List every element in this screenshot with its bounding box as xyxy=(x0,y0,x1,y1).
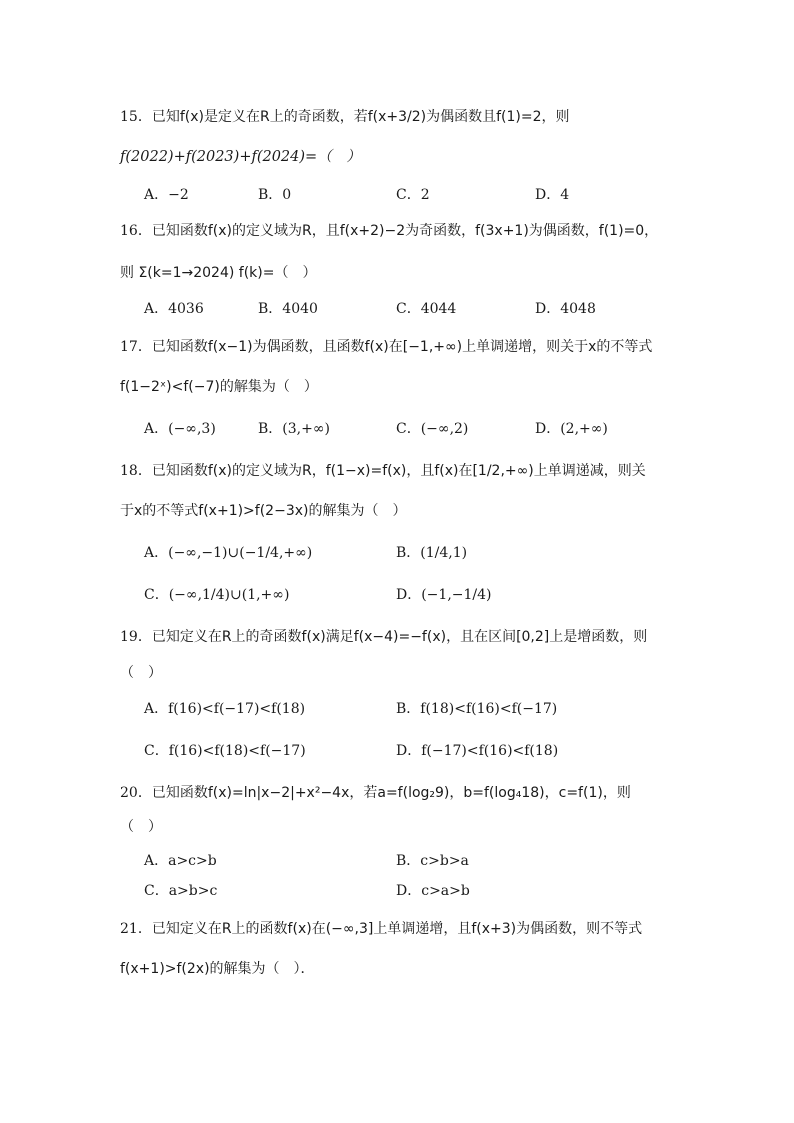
question-17-stem-line-1: 17．已知函数f(x−1)为偶函数，且函数f(x)在[−1,+∞)上单调递增，则关于x的不等式 xyxy=(120,339,653,355)
question-16-option-b: B．4040 xyxy=(258,301,318,317)
question-15-option-b: B．0 xyxy=(258,187,292,203)
question-19-option-d: D．f(−17)<f(16)<f(18) xyxy=(396,743,559,759)
question-17-option-c: C．(−∞,2) xyxy=(396,421,469,437)
question-16-stem-line-2: 则 Σ(k=1→2024) f(k)=（ ） xyxy=(120,265,317,281)
question-20-option-c: C．a>b>c xyxy=(144,883,218,899)
question-21-stem-line-2: f(x+1)>f(2x)的解集为（ ）． xyxy=(120,961,315,977)
question-18-option-a: A．(−∞,−1)∪(−1/4,+∞) xyxy=(144,545,313,561)
question-20-stem-line-1: 20．已知函数f(x)=ln|x−2|+x²−4x，若a=f(log₂9)，b=f(log₄18)，c=f(1)，则 xyxy=(120,785,631,801)
question-16-option-a: A．4036 xyxy=(144,301,204,317)
question-16-option-d: D．4048 xyxy=(535,301,596,317)
question-21-stem-line-1: 21．已知定义在R上的函数f(x)在(−∞,3]上单调递增，且f(x+3)为偶函数，则不等式 xyxy=(120,921,643,937)
question-17-option-d: D．(2,+∞) xyxy=(535,421,608,437)
question-17-stem-line-2: f(1−2ˣ)<f(−7)的解集为（ ） xyxy=(120,379,318,395)
question-15-stem-line-2: f(2022)+f(2023)+f(2024)=（ ） xyxy=(120,149,361,165)
question-18-option-c: C．(−∞,1/4)∪(1,+∞) xyxy=(144,587,290,603)
question-18-stem-line-1: 18．已知函数f(x)的定义域为R，f(1−x)=f(x)，且f(x)在[1/2,+∞)上单调递减，则关 xyxy=(120,463,646,479)
question-15-option-a: A．−2 xyxy=(144,187,189,203)
question-20-option-a: A．a>c>b xyxy=(144,853,217,869)
question-15-option-c: C．2 xyxy=(396,187,430,203)
question-17-option-b: B．(3,+∞) xyxy=(258,421,330,437)
question-19-option-a: A．f(16)<f(−17)<f(18) xyxy=(144,701,306,717)
question-16-option-c: C．4044 xyxy=(396,301,457,317)
question-20-stem-line-2: （ ） xyxy=(120,819,162,835)
question-19-stem-line-2: （ ） xyxy=(120,665,162,681)
question-17-option-a: A．(−∞,3) xyxy=(144,421,216,437)
question-20-option-b: B．c>b>a xyxy=(396,853,469,869)
question-15-stem-line-1: 15．已知f(x)是定义在R上的奇函数，若f(x+3/2)为偶函数且f(1)=2，则 xyxy=(120,109,570,125)
question-20-option-d: D．c>a>b xyxy=(396,883,470,899)
question-19-option-c: C．f(16)<f(18)<f(−17) xyxy=(144,743,306,759)
question-15-option-d: D．4 xyxy=(535,187,570,203)
question-19-stem-line-1: 19．已知定义在R上的奇函数f(x)满足f(x−4)=−f(x)，且在区间[0,2]上是增函数，则 xyxy=(120,629,648,645)
question-16-stem-line-1: 16．已知函数f(x)的定义域为R，且f(x+2)−2为奇函数，f(3x+1)为偶函数，f(1)=0， xyxy=(120,223,659,239)
question-18-option-b: B．(1/4,1) xyxy=(396,545,468,561)
question-18-stem-line-2: 于x的不等式f(x+1)>f(2−3x)的解集为（ ） xyxy=(120,503,407,519)
question-19-option-b: B．f(18)<f(16)<f(−17) xyxy=(396,701,558,717)
question-18-option-d: D．(−1,−1/4) xyxy=(396,587,492,603)
